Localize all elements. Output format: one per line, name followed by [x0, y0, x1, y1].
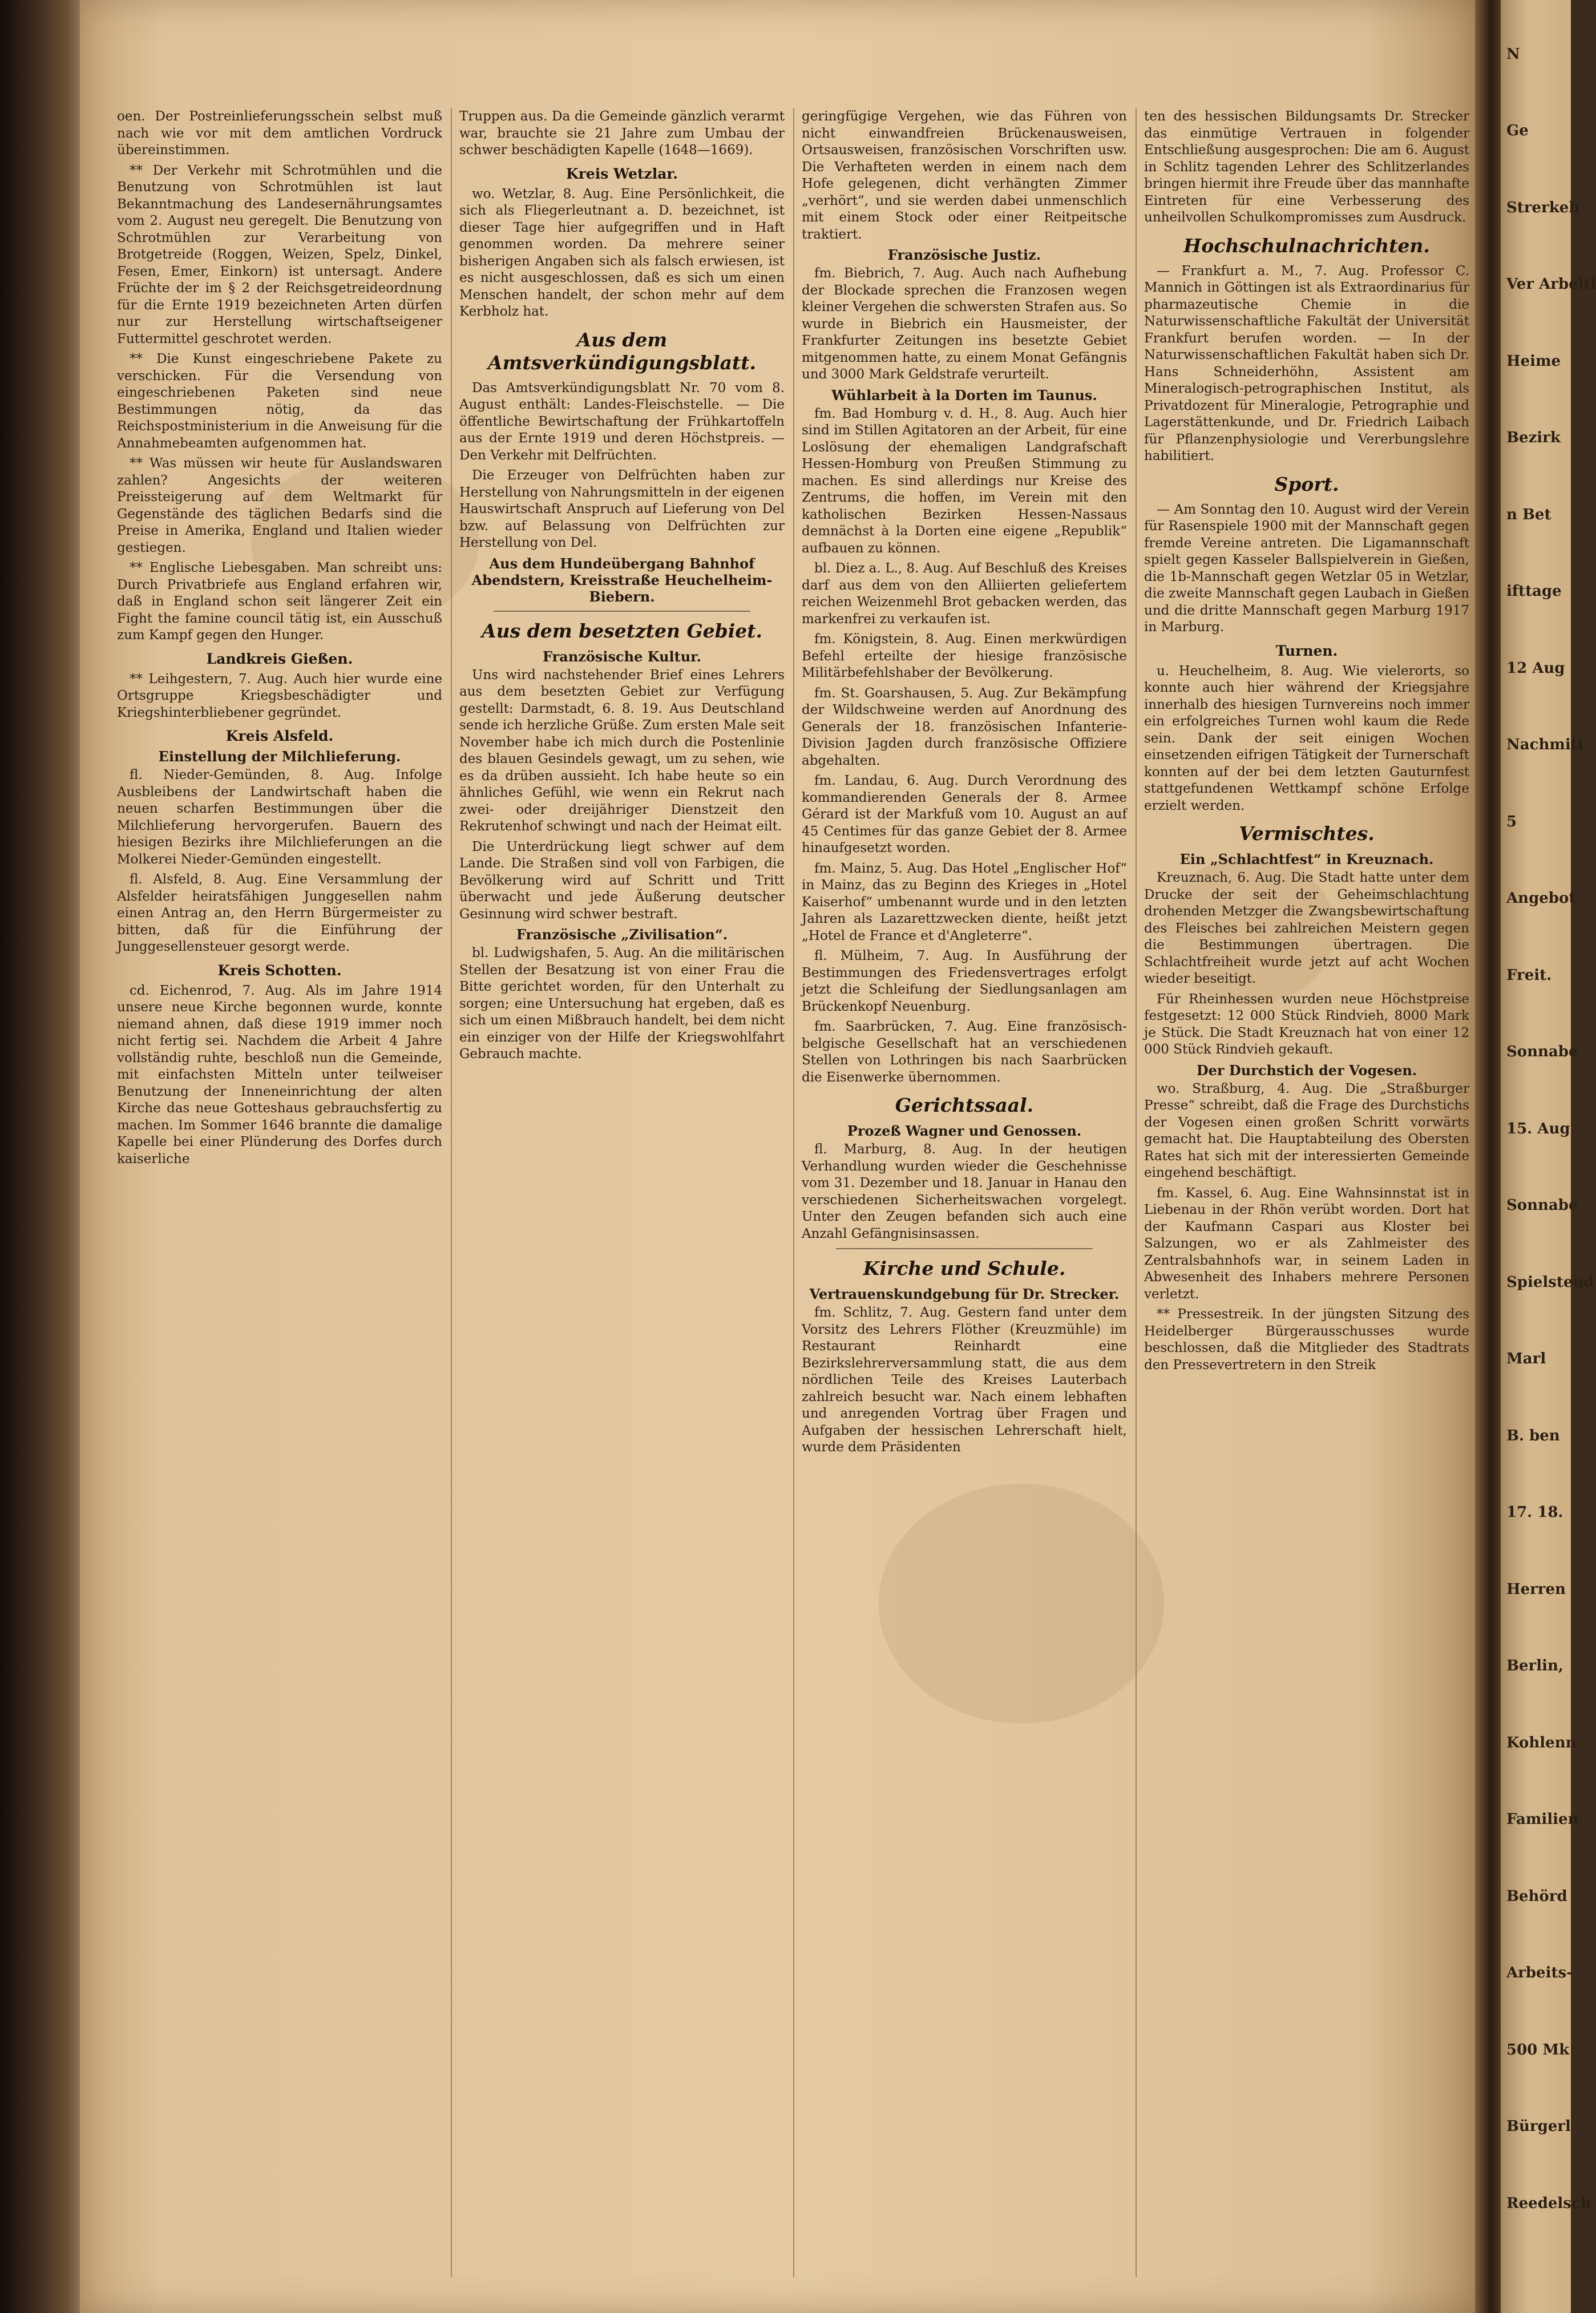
article-headline: Französische Justiz.: [887, 247, 1041, 263]
adjacent-page-fragment: 500 Mk: [1506, 2041, 1570, 2058]
page-gutter: [1475, 0, 1501, 2313]
article-paragraph: geringfügige Vergehen, wie das Führen von nicht einwandfreien Brückenausweisen, Ortsausweisen, französischen Vorschriften usw. Die Verhafteten werden in einem nach dem Hofe gelegenen, dicht verhängten Zimmer „verhört“, und sie werden dabei unmenschlich mit einem Stock oder einer Reitpeitsche traktiert.: [802, 109, 1127, 242]
adjacent-page-fragment: Ver Arbeitl: [1506, 276, 1596, 293]
article-pressestreik: ** Pressestreik. In der jüngsten Sitzung des Heidelberger Bürgerausschusses wurde beschlossen, daß die Mitglieder des Stadtrats den Pressevertretern in den Streik: [1144, 1307, 1469, 1373]
section-title: Aus dem besetzten Gebiet.: [481, 619, 762, 642]
article-headline: Aus dem Hundeübergang Bahnhof Abendstern, Kreisstraße Heuchelheim-Biebern.: [471, 555, 773, 605]
section-title: Vermischtes.: [1239, 822, 1375, 845]
article-brief: Uns wird nachstehender Brief eines Lehrers aus dem besetzten Gebiet zur Verfügung gestellt: Darmstadt, 6. 8. 19. Aus Deutschland sende ich herzliche Grüße. Zum ersten Male seit November habe ich mich durch die Postenlinie des blauen Gesindels gewagt, um zu sehen, wie es da drüben aussieht. Ich habe heute so ein ähnliches Gefühl, wie wenn ein Rekrut nach zwei- oder dreijähriger Dienstzeit den Rekrutenhof schwingt und nach der Heimat eilt.: [459, 667, 785, 834]
article-headline: Prozeß Wagner und Genossen.: [847, 1123, 1082, 1139]
article-frankfurt: — Frankfurt a. M., 7. Aug. Professor C. Mannich in Göttingen ist als Extraordinarius für pharmazeutische Chemie in die Naturwissenschaftliche Fakultät der Universität Frankfurt berufen worden. — In der Naturwissenschaftlichen Fakultät haben sich Dr. Hans Schneiderhöhn, Assistent am Mineralogisch-petrographischen Institut, als Privatdozent für Mineralogie, Petrographie und Lagerstättenkunde, und Dr. Friedrich Laibach für Pflanzenphysiologie und Vererbungslehre habilitiert.: [1144, 263, 1469, 463]
article-headline: Französische „Zivilisation“.: [516, 926, 728, 943]
article-nieder-gemuenden: fl. Nieder-Gemünden, 8. Aug. Infolge Ausbleibens der Landwirtschaft haben die neuen scharfen Bestimmungen über die Milchlieferung hervorgerufen. Bauern des hiesigen Bezirks ihre Milchlieferungen an die Molkerei Nieder-Gemünden eingestellt.: [117, 768, 442, 867]
section-title: Kirche und Schule.: [863, 1257, 1066, 1279]
article-marburg: fl. Marburg, 8. Aug. In der heutigen Verhandlung wurden wieder die Geschehnisse vom 31. Dezember und 18. Januar in Hanau den verschiedenen Sicherheitswachen vorgelegt. Unter den Zeugen befanden sich auch eine Anzahl Gefängnisinsassen.: [802, 1142, 1127, 1241]
section-heading: Kreis Schotten.: [217, 962, 342, 979]
adjacent-page-fragment: Arbeits-: [1506, 1964, 1573, 1982]
article-koenigstein: fm. Königstein, 8. Aug. Einen merkwürdigen Befehl erteilte der hiesige französische Militärbefehlshaber der Bevölkerung.: [802, 632, 1127, 680]
article-headline: Französische Kultur.: [543, 648, 701, 665]
article-ludwigshafen: bl. Ludwigshafen, 5. Aug. An die militärischen Stellen der Besatzung ist von einer Frau die Bitte gerichtet worden, für den Unterhalt zu sorgen; eine Untersuchung hat ergeben, daß es sich um einen Mißbrauch handelt, bei dem nicht ein einziger von der Hilfe der Kriegswohlfahrt Gebrauch machte.: [459, 946, 785, 1061]
article-headline: Einstellung der Milchlieferung.: [158, 748, 401, 765]
article-brief-cont: Die Unterdrückung liegt schwer auf dem Lande. Die Straßen sind voll von Farbigen, die Bevölkerung wird auf Schritt und Tritt überwacht und jede Äußerung deutscher Gesinnung wird schwer bestraft.: [459, 839, 785, 922]
article-landau: fm. Landau, 6. Aug. Durch Verordnung des kommandierenden Generals der 8. Armee Gérard ist der Markfuß vom 10. August an auf 45 Centimes für das ganze Gebiet der 8. Armee hinaufgesetzt worden.: [802, 773, 1127, 855]
column-1: [117, 108, 442, 2288]
adjacent-page-fragment: Heime: [1506, 352, 1561, 370]
section-title: Hochschulnachrichten.: [1183, 234, 1430, 257]
adjacent-page-fragment: Freit.: [1506, 966, 1552, 984]
article-saarbruecken: fm. Saarbrücken, 7. Aug. Eine französisch-belgische Gesellschaft hat an verschiedenen Stellen von Lothringen bis nach Saarbrücken die Eisenwerke übernommen.: [802, 1019, 1127, 1085]
article-heuchelheim: u. Heuchelheim, 8. Aug. Wie vielerorts, so konnte auch hier während der Kriegsjahre innerhalb des hiesigen Turnvereins noch immer ein erfolgreiches Turnen wohl kaum die Rede sein. Dank der seit einigen Wochen einsetzenden eifrigen Tätigkeit der Turnerschaft konnten auf der bei dem letzten Gauturnfest stattgefundenen Wettkampf schöne Erfolge erzielt werden.: [1144, 663, 1469, 813]
adjacent-page-fragment: Herren: [1506, 1580, 1566, 1598]
adjacent-page-fragment: Spielsteud: [1506, 1273, 1594, 1291]
section-heading: Turnen.: [1275, 642, 1338, 659]
adjacent-page-fragment: Familien: [1506, 1811, 1579, 1828]
adjacent-page-fragment: Strerkeh: [1506, 199, 1580, 216]
article-headline: Ein „Schlachtfest“ in Kreuznach.: [1179, 851, 1434, 867]
adjacent-page-fragment: Reedelsch: [1506, 2194, 1591, 2212]
adjacent-page-fragment: Sonnabe: [1506, 1197, 1578, 1214]
article-muelheim: fl. Mülheim, 7. Aug. In Ausführung der Bestimmungen des Friedensvertrages erfolgt jetzt die Schleifung der Siedlungsanlagen am Brückenkopf Neuenburg.: [802, 948, 1127, 1014]
divider-rule: [836, 1248, 1093, 1249]
adjacent-page-fragment: Berlin,: [1506, 1657, 1563, 1675]
adjacent-page-fragment: 17. 18.: [1506, 1504, 1563, 1521]
article-sport: — Am Sonntag den 10. August wird der Verein für Rasenspiele 1900 mit der Mannschaft gegen fremde Vereine antreten. Die Ligamannschaft spielt gegen Kasseler Ballspielverein in Gießen, die 1b-Mannschaft gegen Wetzlar 05 in Wetzlar, die zweite Mannschaft gegen Laubach in Gießen und die dritte Mannschaft gegen Marburg 1917 in Marburg.: [1144, 502, 1469, 635]
section-title: Aus dem Amtsverkündigungsblatt.: [487, 328, 757, 374]
article-liebesgaben: ** Englische Liebesgaben. Man schreibt uns: Durch Privatbriefe aus England erfahren wir, daß in England schon seit längerer Zeit ein Fight the famine council tätig ist, ein Ausschuß zum Kampf gegen den Hunger.: [117, 560, 442, 643]
article-homburg: fm. Bad Homburg v. d. H., 8. Aug. Auch hier sind im Stillen Agitatoren an der Arbeit, für eine Loslösung der ehemaligen Landgrafschaft Hessen-Homburg von Preußen Stimmung zu machen. Es sind allerdings nur Kreise des Zentrums, die hoffen, im Verein mit den katholischen Bezirken Hessen-Nassaus demnächst à la Dorten eine eigene „Republik“ aufbauen zu können.: [802, 406, 1127, 556]
article-schlitz: fm. Schlitz, 7. Aug. Gestern fand unter dem Vorsitz des Lehrers Flöther (Kreuzmühle) im Restaurant Reinhardt eine Bezirkslehrerversammlung statt, die aus dem nördlichen Teile des Kreises Lauterbach zahlreich besucht war. Nach einem lebhaften und anregenden Vortrag über Fragen und Aufgaben der hessischen Lehrerschaft hielt, wurde dem Präsidenten: [802, 1305, 1127, 1455]
column-4: [1144, 108, 1469, 2288]
adjacent-page-fragment: Nachmitt: [1506, 736, 1585, 754]
section-title: Sport.: [1274, 473, 1339, 495]
article-headline: Der Durchstich der Vogesen.: [1196, 1061, 1417, 1079]
article-diez: bl. Diez a. L., 8. Aug. Auf Beschluß des Kreises darf aus dem von den Alliierten geliefertem reichen Weizenmehl Brot gebacken werden, das markenfrei zu verkaufen ist.: [802, 561, 1127, 627]
article-paragraph: oen. Der Postreinlieferungsschein selbst muß nach wie vor mit dem amtlichen Vordruck übereinstimmen.: [117, 109, 442, 158]
adjacent-page-fragment: Bürgerl: [1506, 2118, 1571, 2136]
adjacent-page-fragment: n Bet: [1506, 506, 1551, 523]
adjacent-page-fragment: B. ben: [1506, 1427, 1560, 1444]
adjacent-page-fragment: N: [1506, 46, 1520, 63]
adjacent-page-fragment: ifttage: [1506, 583, 1562, 600]
section-heading: Kreis Wetzlar.: [565, 165, 678, 182]
adjacent-page-fragment: Bezirk: [1506, 429, 1561, 447]
adjacent-page-fragment: 15. Aug: [1506, 1120, 1570, 1137]
section-heading: Landkreis Gießen.: [206, 650, 353, 667]
article-oelfruechte: Die Erzeuger von Delfrüchten haben zur Herstellung von Nahrungsmitteln in der eigenen Hauswirtschaft Anspruch auf Lieferung von Del bzw. auf Belassung von Delfrüchten zur Herstellung von Del.: [459, 468, 785, 550]
article-wetzlar: wo. Wetzlar, 8. Aug. Eine Persönlichkeit, die sich als Fliegerleutnant a. D. bezeichnet, ist dieser Tage hier aufgegriffen und in Haft genommen worden. Da mehrere seiner bisherigen Angaben sich als falsch erwiesen, ist es nicht ausgeschlossen, daß es sich um einen Menschen handelt, der schon mehr auf dem Kerbholz hat.: [459, 186, 785, 319]
article-pakete: ** Die Kunst eingeschriebene Pakete zu verschicken. Für die Versendung von eingeschriebenen Paketen sind neue Bestimmungen nötig, da das Reichspostministerium in die Anweisung für die Annahmebeamten aufgenommen hat.: [117, 352, 442, 451]
adjacent-page-fragment: Ge: [1506, 122, 1529, 140]
article-headline: Vertrauenskundgebung für Dr. Strecker.: [809, 1286, 1120, 1302]
article-leihgestern: ** Leihgestern, 7. Aug. Auch hier wurde eine Ortsgruppe Kriegsbeschädigter und Kriegshinterbliebener gegründet.: [117, 671, 442, 720]
column-3: [802, 108, 1127, 2288]
adjacent-page-fragment: Behörd: [1506, 1887, 1567, 1905]
article-kreuznach: Kreuznach, 6. Aug. Die Stadt hatte unter dem Drucke der seit der Geheimschlachtung drohenden Metzger die Zwangsbewirtschaftung des Fleisches bei zahlreichen Meistern gegen die Bestimmungen übertragen. Die Schlachtfreiheit wurde jetzt auf acht Wochen wieder beseitigt.: [1144, 870, 1469, 986]
article-schrotmuehlen: ** Der Verkehr mit Schrotmühlen und die Benutzung von Schrotmühlen ist laut Bekanntmachung des Landesernährungsamtes vom 2. August neu geregelt. Die Benutzung von Schrotmühlen zur Verarbeitung von Brotgetreide (Roggen, Weizen, Spelz, Dinkel, Fesen, Emer, Einkorn) ist untersagt. Andere Früchte der im § 2 der Reichsgetreideordnung für die Ernte 1919 bezeichneten Arten dürfen nur zur Herstellung wirtschaftseigener Futtermittel geschrotet werden.: [117, 163, 442, 346]
article-paragraph: Truppen aus. Da die Gemeinde gänzlich verarmt war, brauchte sie 21 Jahre zum Umbau der schwer beschädigten Kapelle (1648—1669).: [459, 109, 785, 158]
column-2: [459, 108, 785, 2288]
article-alsfeld: fl. Alsfeld, 8. Aug. Eine Versammlung der Alsfelder heiratsfähigen Junggesellen nahm einen Antrag an, den Herrn Bürgermeister zu bitten, daß für die Einführung der Junggesellensteuer gesorgt werde.: [117, 872, 442, 954]
article-headline: Wühlarbeit à la Dorten im Taunus.: [831, 386, 1097, 403]
article-strassburg: wo. Straßburg, 4. Aug. Die „Straßburger Presse“ schreibt, daß die Frage des Durchstichs der Vogesen einen großen Schritt vorwärts gemacht hat. Die Hauptabteilung des Obersten Rates hat sich mit der interessierten Gemeinde eingehend beschäftigt.: [1144, 1081, 1469, 1180]
article-amtsblatt: Das Amtsverkündigungsblatt Nr. 70 vom 8. August enthält: Landes-Fleischstelle. — Die öffentliche Bewirtschaftung der Frühkartoffeln aus der Ernte 1919 und deren Höchstpreis. — Den Verkehr mit Delfrüchten.: [459, 380, 785, 463]
adjacent-page-fragment: Angebot: [1506, 890, 1576, 907]
newspaper-columns: [117, 108, 1469, 2288]
article-mainz: fm. Mainz, 5. Aug. Das Hotel „Englischer Hof“ in Mainz, das zu Beginn des Krieges in „Hotel Kaiserhof“ umbenannt wurde und in den letzten Jahren als Lazarettzwecken diente, heißt jetzt „Hotel de France et d'Angleterre“.: [802, 861, 1127, 943]
article-paragraph: ten des hessischen Bildungsamts Dr. Strecker das einmütige Vertrauen in folgender Entschließung ausgesprochen: Die am 6. August in Schlitz tagenden Lehrer des Schlitzerlandes bringen hiermit ihre Freude über das mannhafte Eintreten für eine Verbesserung des unheilvollen Schulkompromisses zum Ausdruck.: [1144, 109, 1469, 225]
divider-rule: [494, 611, 750, 612]
adjacent-page-fragment: Sonnabe: [1506, 1043, 1578, 1061]
adjacent-page-fragment: 5: [1506, 813, 1517, 830]
article-kassel: fm. Kassel, 6. Aug. Eine Wahnsinnstat ist in Liebenau in der Rhön verübt worden. Dort hat der Kaufmann Caspari aus Kloster bei Salzungen, wo er als Zahlmeister des Zentralsbahnhofs war, in seinem Laden in Abwesenheit des Inhabers mehrere Personen verletzt.: [1144, 1185, 1469, 1302]
article-st-goarshausen: fm. St. Goarshausen, 5. Aug. Zur Bekämpfung der Wildschweine werden auf Anordnung des Generals der 18. französischen Infanterie-Division Jagden durch französische Offiziere abgehalten.: [802, 685, 1127, 768]
adjacent-page-fragment: Kohlenn: [1506, 1734, 1577, 1751]
section-heading: Kreis Alsfeld.: [225, 728, 334, 744]
book-binding: [0, 0, 80, 2313]
adjacent-page-fragment: Marl: [1506, 1350, 1546, 1368]
article-kreuznach-cont: Für Rheinhessen wurden neue Höchstpreise festgesetzt: 12 000 Stück Rindvieh, 8000 Mark je Stück. Die Stadt Kreuznach hat von einer 12 000 Stück Rindvieh gekauft.: [1144, 991, 1469, 1057]
adjacent-page-edge: [1501, 0, 1596, 2313]
article-eichenrod: cd. Eichenrod, 7. Aug. Als im Jahre 1914 unsere neue Kirche begonnen wurde, konnte niemand ahnen, daß diese 1919 immer noch nicht fertig sei. Nachdem die Arbeit 4 Jahre vollständig ruhte, beschloß nun die Gemeinde, mit einfachsten Mitteln unter teilweiser Benutzung der Inneneinrichtung der alten Kirche das neue Gotteshaus gebrauchsfertig zu machen. Im Sommer 1646 brannte die damalige Kapelle bei einer Plünderung des Dorfes durch kaiserliche: [117, 983, 442, 1166]
adjacent-page-fragment: 12 Aug: [1506, 659, 1565, 677]
article-biebrich: fm. Biebrich, 7. Aug. Auch nach Aufhebung der Blockade sprechen die Franzosen wegen kleiner Vergehen die schwersten Strafen aus. So wurde in Biebrich ein Hausmeister, der Frankfurter Zeitungen ins besetzte Gebiet mitgenommen hatte, zu einem Monat Gefängnis und 3000 Mark Geldstrafe verurteilt.: [802, 266, 1127, 382]
article-auslandswaren: ** Was müssen wir heute für Auslandswaren zahlen? Angesichts der weiteren Preissteigerung auf dem Weltmarkt für Gegenstände des täglichen Bedarfs sind die Preise in Amerika, England und Italien wieder gestiegen.: [117, 456, 442, 555]
section-title: Gerichtssaal.: [895, 1094, 1034, 1116]
